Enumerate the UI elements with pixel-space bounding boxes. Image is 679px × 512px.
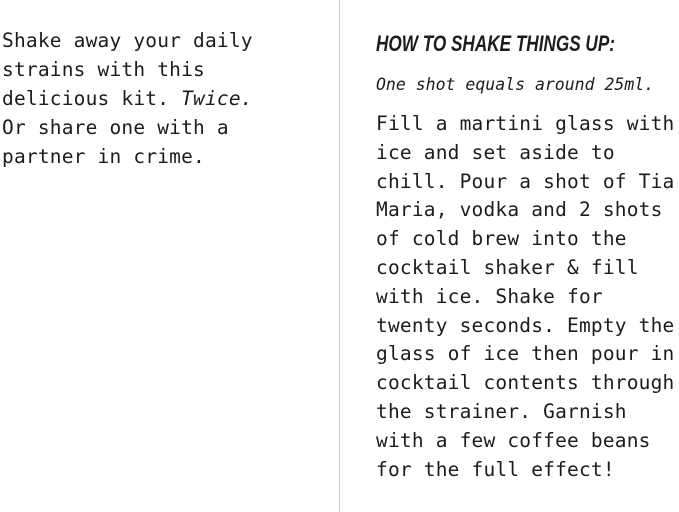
intro-line: strains with this — [2, 58, 205, 81]
instruction-line: cocktail contents through — [376, 371, 675, 395]
recipe-section — [376, 30, 679, 484]
column-divider — [339, 0, 340, 512]
intro-line: partner in crime. — [2, 145, 205, 168]
shot-size-note: One shot equals around 25ml. — [376, 75, 655, 94]
intro-line: Or share one with a — [2, 116, 229, 139]
intro-line: delicious kit. — [2, 87, 182, 110]
intro-line: Shake away your daily — [2, 29, 253, 52]
instruction-line: with a few coffee beans — [376, 428, 651, 452]
instruction-line: twenty seconds. Empty the — [376, 313, 675, 337]
recipe-heading: HOW TO SHAKE THINGS UP: — [376, 31, 615, 56]
instruction-line: Maria, vodka and 2 shots — [376, 198, 663, 222]
instruction-line: ice and set aside to — [376, 140, 615, 164]
intro-paragraph — [2, 26, 322, 171]
instruction-line: with ice. Shake for — [376, 284, 603, 308]
intro-emphasis: Twice. — [181, 87, 253, 110]
instruction-line: cocktail shaker & fill — [376, 255, 639, 279]
instruction-line: Fill a martini glass with — [376, 112, 675, 135]
instruction-line: of cold brew into the — [376, 227, 627, 251]
instruction-line: the strainer. Garnish — [376, 399, 627, 423]
instruction-line: for the full effect! — [376, 457, 615, 481]
instruction-line: glass of ice then pour in — [376, 342, 675, 366]
instruction-line: chill. Pour a shot of Tia — [376, 169, 675, 193]
recipe-instructions — [376, 110, 679, 484]
